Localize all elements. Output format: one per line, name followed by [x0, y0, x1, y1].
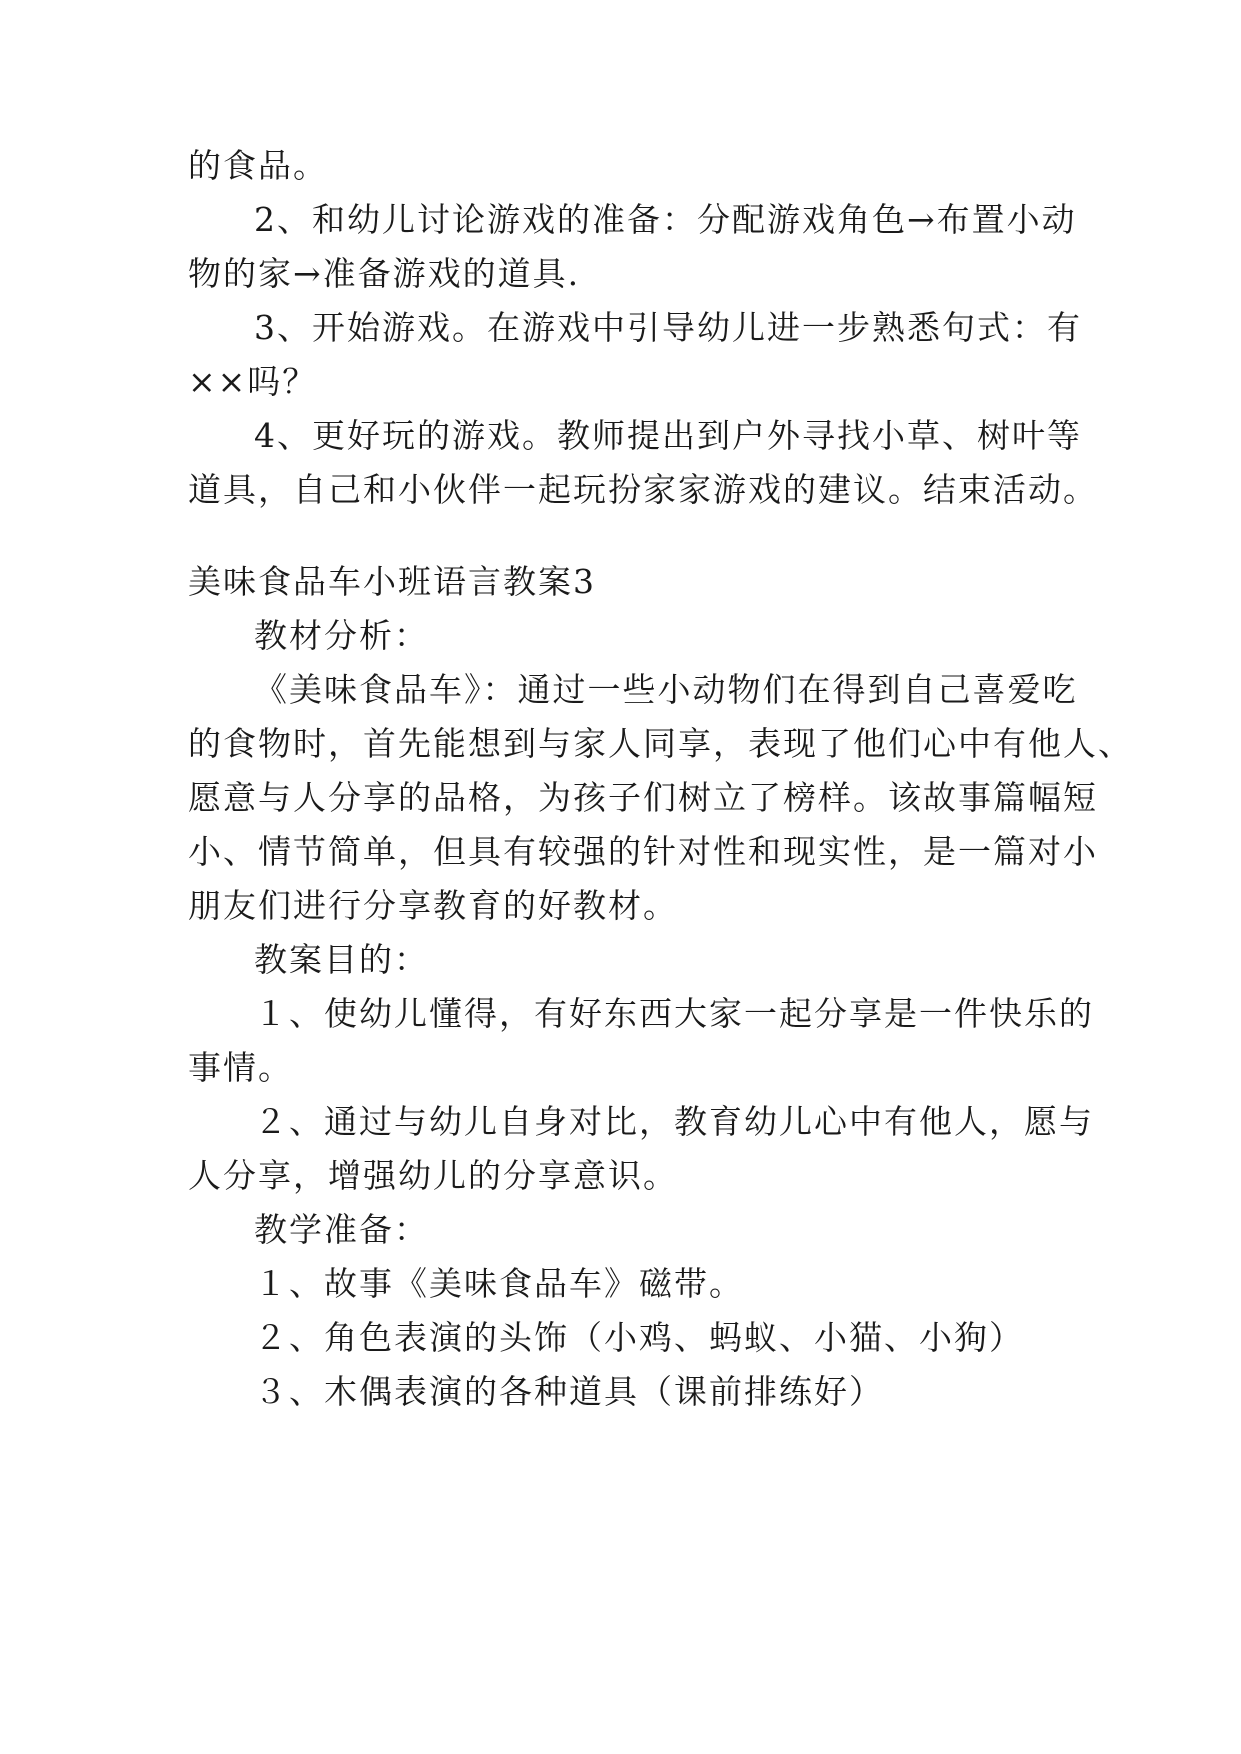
text-line: ２、角色表演的头饰（小鸡、蚂蚁、小猫、小狗）: [254, 1318, 1024, 1357]
text-line: 《美味食品车》：通过一些小动物们在得到自己喜爱吃: [254, 670, 1078, 709]
subheading: 教材分析：: [254, 616, 429, 655]
text-line: ２、通过与幼儿自身对比，教育幼儿心中有他人，愿与: [254, 1102, 1094, 1141]
text-line: 的食品。: [188, 146, 328, 185]
text-line: 2、和幼儿讨论游戏的准备：分配游戏角色→布置小动: [254, 200, 1077, 239]
section-heading: 美味食品车小班语言教案3: [188, 562, 596, 601]
text-line: 4、更好玩的游戏。教师提出到户外寻找小草、树叶等: [254, 416, 1082, 455]
text-line: ××吗？: [188, 362, 318, 401]
text-line: 道具，自己和小伙伴一起玩扮家家游戏的建议。结束活动。: [188, 470, 1098, 509]
text-line: 物的家→准备游戏的道具.: [188, 254, 581, 293]
text-line: 人分享，增强幼儿的分享意识。: [188, 1156, 678, 1195]
text-line: １、故事《美味食品车》磁带。: [254, 1264, 744, 1303]
text-line: 朋友们进行分享教育的好教材。: [188, 886, 678, 925]
text-line: 3、开始游戏。在游戏中引导幼儿进一步熟悉句式：有: [254, 308, 1082, 347]
subheading: 教学准备：: [254, 1210, 429, 1249]
text-line: ３、木偶表演的各种道具（课前排练好）: [254, 1372, 884, 1411]
text-line: １、使幼儿懂得，有好东西大家一起分享是一件快乐的: [254, 994, 1094, 1033]
subheading: 教案目的：: [254, 940, 429, 979]
text-line: 事情。: [188, 1048, 293, 1087]
text-line: 小、情节简单，但具有较强的针对性和现实性，是一篇对小: [188, 832, 1098, 871]
text-line: 的食物时，首先能想到与家人同享，表现了他们心中有他人、: [188, 724, 1133, 763]
text-line: 愿意与人分享的品格，为孩子们树立了榜样。该故事篇幅短: [188, 778, 1098, 817]
